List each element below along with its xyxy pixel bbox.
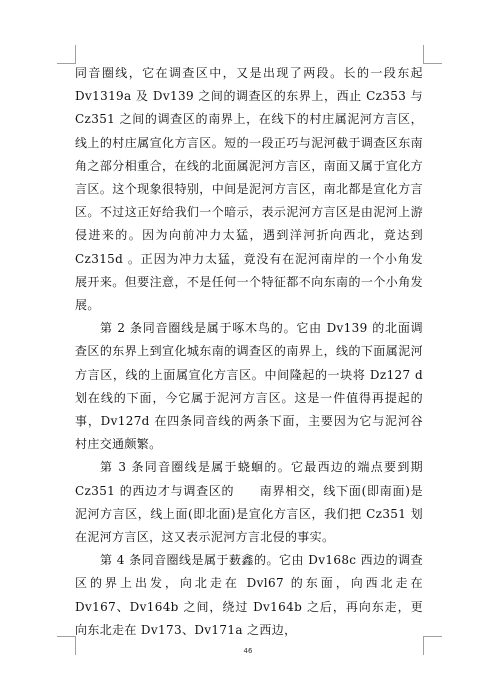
page-number: 46 — [243, 647, 253, 655]
crop-mark-top-left — [57, 45, 76, 64]
crop-mark-top-right — [423, 45, 442, 64]
paragraph-continuation: 同音圈线，它在调查区中，又是出现了两段。长的一段东起 Dv1319a 及 Dv139 之间的调查区的东界上，西止 Cz353 与 Cz351 之间的调查区的南界上，在线下的村庄属泥河方言区，线上的村庄属宣化方言区。短的一段正巧与泥河截于调查区东南角之部分相重合，在线的北面属泥河方言区，南面又属于宣化方言区。这个现象很特别，中间是泥河方言区，南北都是宣化方言区。不过这正好给我们一个暗示，表示泥河方言区是由泥河上游侵进来的。因为向前冲力太猛，遇到洋河折向西北，竟达到 Cz315d 。正因为冲力太猛，竟没有在泥河南岸的一个小角发展开来。但要注意，不是任何一个特征都不向东南的一个小角发展。 — [75, 66, 423, 313]
paragraph-isogloss-4: 第 4 条同音圈线是属于薮鑫的。它由 Dv168c 西边的调查区的界上出发，向北走在 Dvl67 的东面，向西北走在 Dv167、Dv164b 之间，绕过 Dv164b 之后，再向东走，更向东北走在 Dv173、Dv171a 之西边， — [75, 553, 423, 637]
body-text — [75, 62, 423, 642]
paragraph-isogloss-2: 第 2 条同音圈线是属于啄木鸟的。它由 Dv139 的北面调查区的东界上到宣化城东南的调查区的南界上，线的下面属泥河方言区，线的上面属宣化方言区。中间隆起的一块将 Dz127 d 划在线的下面，今它属于泥河方言区。这是一件值得再提起的事，Dv127d 在四条同音线的两条下面，主要因为它与泥河谷村庄交通颇繁。 — [75, 321, 423, 452]
paragraph-isogloss-3: 第 3 条同音圈线是属于蛲蛔的。它最西边的端点要到期 Cz351 的西边才与调查区的 南界相交，线下面(即南面)是泥河方言区，线上面(即北面)是宣化方言区，我们把 Cz351 划在泥河方言区，这又表示泥河方言北侵的事实。 — [75, 460, 423, 545]
